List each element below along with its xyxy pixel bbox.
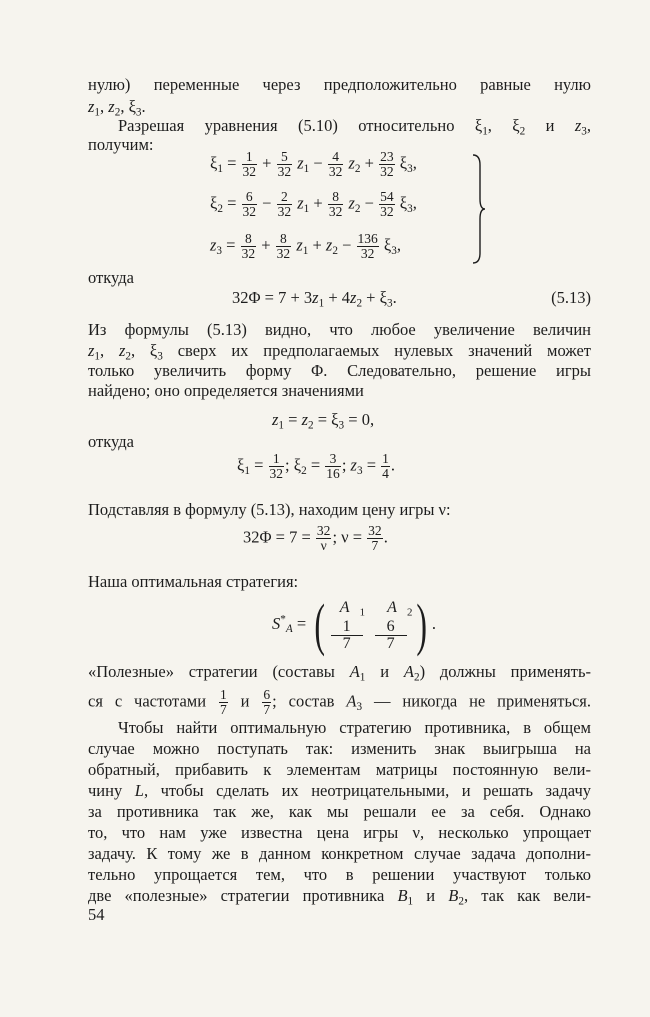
- text-line-19: за противника так же, как мы решали ее за себя. Однако: [88, 802, 591, 821]
- text-line-18: чину L, чтобы сделать их неотрицательными, и решать задачу: [88, 781, 591, 800]
- text-line-3: Разрешая уравнения (5.10) относительно $\xi_1$, $\xi_2$ и $z_3$,: [118, 116, 591, 138]
- text-line-22: тельно упрощается тем, что в решении участвуют только: [88, 865, 591, 884]
- right-brace-icon: [470, 153, 486, 265]
- text-line-13: «Полезные» стратегии (составы $A_1$ и $A_2$) должны применять-: [88, 662, 591, 684]
- text-line-17: обратный, прибавить к элементам матрицы постоянную вели-: [88, 760, 591, 779]
- text-line-16: случае можно поступать так: изменить знак выигрыша на: [88, 739, 591, 758]
- text-line-15: Чтобы найти оптимальную стратегию противника, в общем: [118, 718, 591, 737]
- equation-number: (5.13): [551, 288, 591, 307]
- text-line-4: получим:: [88, 135, 154, 154]
- text-line-2: $z_1$, $z_2$, $\xi_3$.: [88, 97, 146, 119]
- equation-z3: $z_3$ = $\frac{8}{32}$ + $\frac{8}{32}$ $z_1 + z_2$ − $\frac{136}{32}$ $\xi_3$,: [210, 231, 401, 262]
- text-line-12: Наша оптимальная стратегия:: [88, 572, 299, 591]
- text-line-20: то, что нам уже известна цена игры ν, несколько упрощает: [88, 823, 591, 842]
- text-line-11: Подставляя в формулу (5.13), находим цену игры ν:: [88, 500, 451, 519]
- text-line-21: задачу. К тому же в данном конкретном случае задача дополни-: [88, 844, 591, 863]
- text-line-23: две «полезные» стратегии противника $B_1$ и $B_2$, так как вели-: [88, 886, 591, 908]
- text-line-6: Из формулы (5.13) видно, что любое увеличение величин: [88, 320, 591, 339]
- text-line-7: $z_1$, $z_2$, $\xi_3$ сверх их предполагаемых нулевых значений может: [88, 341, 592, 363]
- equation-5-13: $32\Phi = 7 + 3z_1 + 4z_2 + \xi_3$.: [232, 288, 397, 310]
- text-line-1: нулю) переменные через предположительно равные нулю: [88, 75, 591, 94]
- equation-optimal-strategy: $S^*_A$ = ( A $_1$ A $_2$ $\frac{1}{7}$ $\frac{6}{7}$ ) .: [272, 592, 436, 657]
- text-line-10: откуда: [88, 432, 134, 451]
- text-line-5: откуда: [88, 268, 134, 287]
- equation-zero-values: $z_1 = z_2 = \xi_3 = 0$,: [272, 410, 375, 432]
- equation-solution: $\xi_1$ = $\frac{1}{32}$ ; $\xi_2$ = $\frac{3}{16}$ ; $z_3$ = $\frac{1}{4}$ .: [237, 451, 396, 482]
- equation-xi1: $\xi_1$ = $\frac{1}{32}$ + $\frac{5}{32}$ $z_1$ − $\frac{4}{32}$ $z_2$ + $\frac{23}{32}$ $\xi_3$,: [210, 149, 417, 180]
- page-number: 54: [88, 905, 105, 924]
- equation-game-value: 32Φ = 7 = $\frac{32}{\nu}$ ; ν = $\frac{32}{7}$ .: [243, 523, 388, 554]
- equation-xi2: $\xi_2$ = $\frac{6}{32}$ − $\frac{2}{32}$ $z_1$ + $\frac{8}{32}$ $z_2$ − $\frac{54}{32}$ $\xi_3$,: [210, 189, 417, 220]
- text-line-9: найдено; оно определяется значениями: [88, 381, 364, 400]
- text-line-14: ся с частотами $\frac{1}{7}$ и $\frac{6}{7}$ ; состав $A_3$ — никогда не применяться.: [88, 687, 592, 718]
- text-line-8: только увеличить форму Φ. Следовательно, решение игры: [88, 361, 591, 380]
